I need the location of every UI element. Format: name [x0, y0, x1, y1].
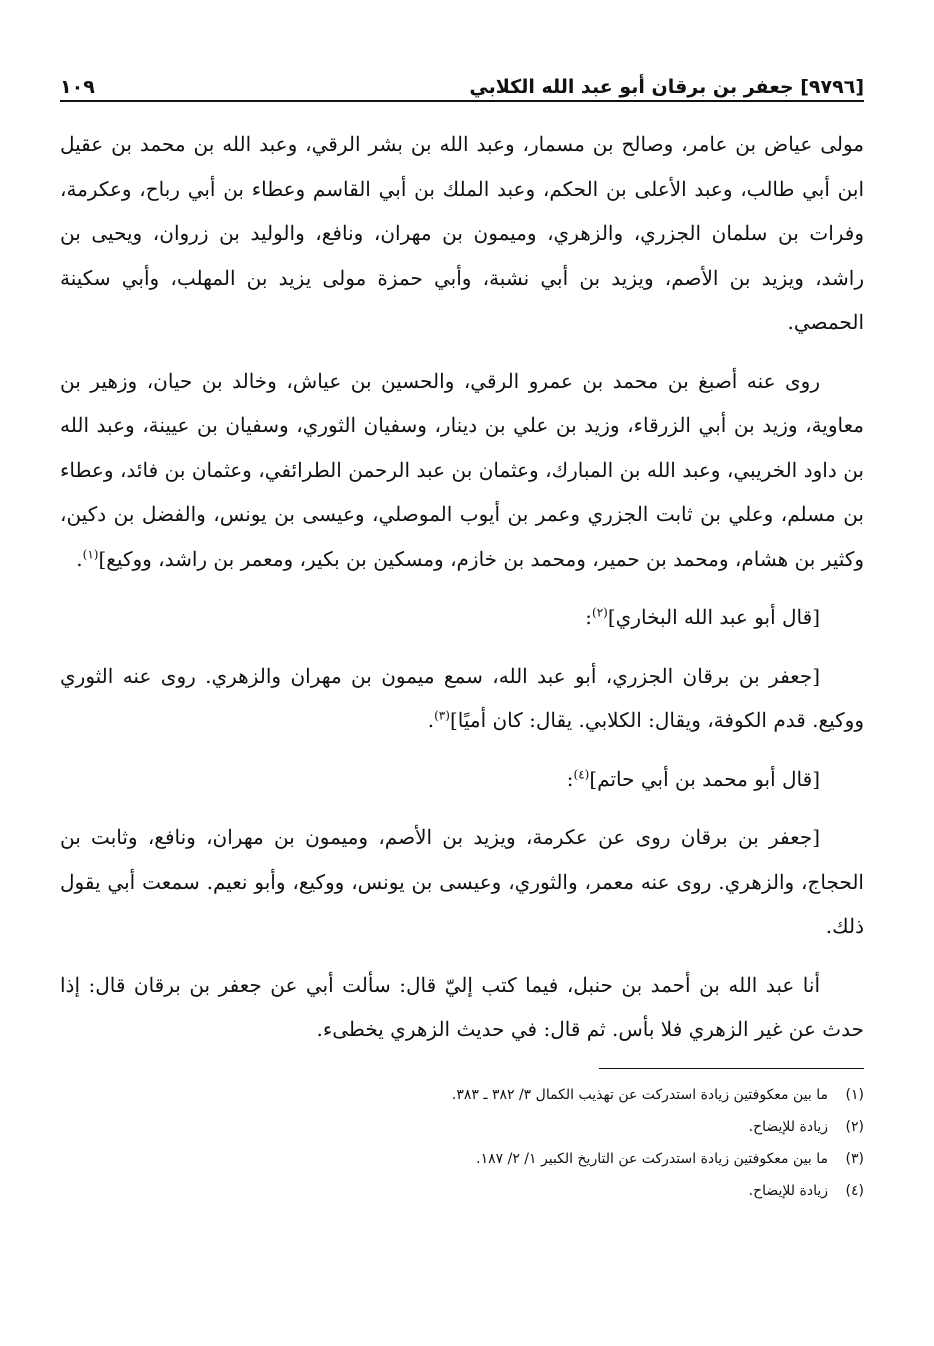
main-text [60, 122, 864, 1052]
footnote-item [60, 1175, 864, 1207]
paragraph-text: أنا عبد الله بن أحمد بن حنبل، فيما كتب إليّ قال: سألت أبي عن جعفر بن برقان قال: إذا حدث عن غير الزهري فلا بأس. ثم قال: في حديث الزهري يخطىء. [60, 972, 864, 1041]
paragraph [60, 122, 864, 345]
paragraph-text: [قال أبو محمد بن أبي حاتم] [589, 766, 820, 791]
paragraph [60, 757, 864, 802]
footnote-number: (١) [845, 1086, 864, 1103]
footnote-number: (٢) [845, 1118, 864, 1135]
footnote-item [60, 1143, 864, 1175]
footnote-divider [599, 1068, 864, 1069]
footnote-ref[interactable]: (١) [82, 546, 99, 561]
paragraph-text: [جعفر بن برقان روى عن عكرمة، ويزيد بن الأصم، وميمون بن مهران، ونافع، وثابت بن الحجاج، والزهري. روى عنه معمر، والثوري، وعيسى بن يونس، ووكيع، وأبو نعيم. سمعت أبي يقول ذلك. [60, 825, 864, 938]
paragraph-tail: . [76, 546, 83, 571]
footnotes [60, 1068, 864, 1207]
paragraph [60, 595, 864, 640]
page-number: ١٠٩ [60, 76, 95, 98]
running-title: [٩٧٩٦] جعفر بن برقان أبو عبد الله الكلابي [469, 76, 864, 98]
footnote-ref[interactable]: (٢) [592, 605, 608, 620]
paragraph [60, 815, 864, 949]
footnote-ref[interactable]: (٣) [434, 708, 450, 723]
footnote-item [60, 1111, 864, 1143]
book-page [60, 62, 864, 1207]
paragraph [60, 963, 864, 1052]
footnote-number: (٤) [845, 1182, 864, 1199]
paragraph [60, 654, 864, 743]
page-header [60, 62, 864, 102]
paragraph-text: [جعفر بن برقان الجزري، أبو عبد الله، سمع ميمون بن مهران والزهري. روى عنه الثوري ووكيع. قدم الكوفة، ويقال: الكلابي. يقال: كان أميًا] [60, 663, 864, 732]
footnote-number: (٣) [845, 1150, 864, 1167]
footnote-text: زيادة للإيضاح. [748, 1182, 828, 1199]
footnote-text: ما بين معكوفتين زيادة استدركت عن التاريخ الكبير ١/ ٢/ ١٨٧. [476, 1150, 828, 1167]
paragraph-tail: : [566, 766, 574, 791]
paragraph-text: مولى عياض بن عامر، وصالح بن مسمار، وعبد الله بن بشر الرقي، وعبد الله بن محمد بن عقيل ابن أبي طالب، وعبد الأعلى بن الحكم، وعبد الملك بن أبي القاسم وعطاء بن أبي رباح، وعكرمة، وفرات بن سلمان الجزري، والزهري، وميمون بن مهران، ونافع، والوليد بن زروان، ويحيى بن راشد، ويزيد بن الأصم، ويزيد بن أبي نشبة، وأبي حمزة مولى يزيد بن المهلب، وأبي سكينة الحمصي. [60, 132, 864, 334]
paragraph [60, 359, 864, 582]
paragraph-tail: : [585, 605, 593, 629]
paragraph-text: [قال أبو عبد الله البخاري] [607, 605, 820, 629]
footnote-item [60, 1079, 864, 1111]
footnote-text: زيادة للإيضاح. [748, 1118, 828, 1135]
paragraph-text: روى عنه أصبغ بن محمد بن عمرو الرقي، والحسين بن عياش، وخالد بن حيان، وزهير بن معاوية، وزيد بن أبي الزرقاء، وزيد بن علي بن دينار، وسفيان الثوري، وسفيان بن عيينة، وعبد الله بن داود الخريبي، وعبد الله بن المبارك، وعثمان بن عبد الرحمن الطرائفي، وعثمان بن فائد، وعطاء بن مسلم، وعلي بن ثابت الجزري وعمر بن أيوب الموصلي، وعيسى بن يونس، والفضل بن دكين، وكثير بن هشام، ومحمد بن حمير، ومحمد بن خازم، ومسكين بن بكير، ومعمر بن راشد، ووكيع] [60, 368, 864, 571]
footnote-text: ما بين معكوفتين زيادة استدركت عن تهذيب الكمال ٣/ ٣٨٢ ـ ٣٨٣. [451, 1086, 828, 1103]
paragraph-tail: . [427, 708, 435, 732]
footnote-ref[interactable]: (٤) [573, 766, 590, 781]
